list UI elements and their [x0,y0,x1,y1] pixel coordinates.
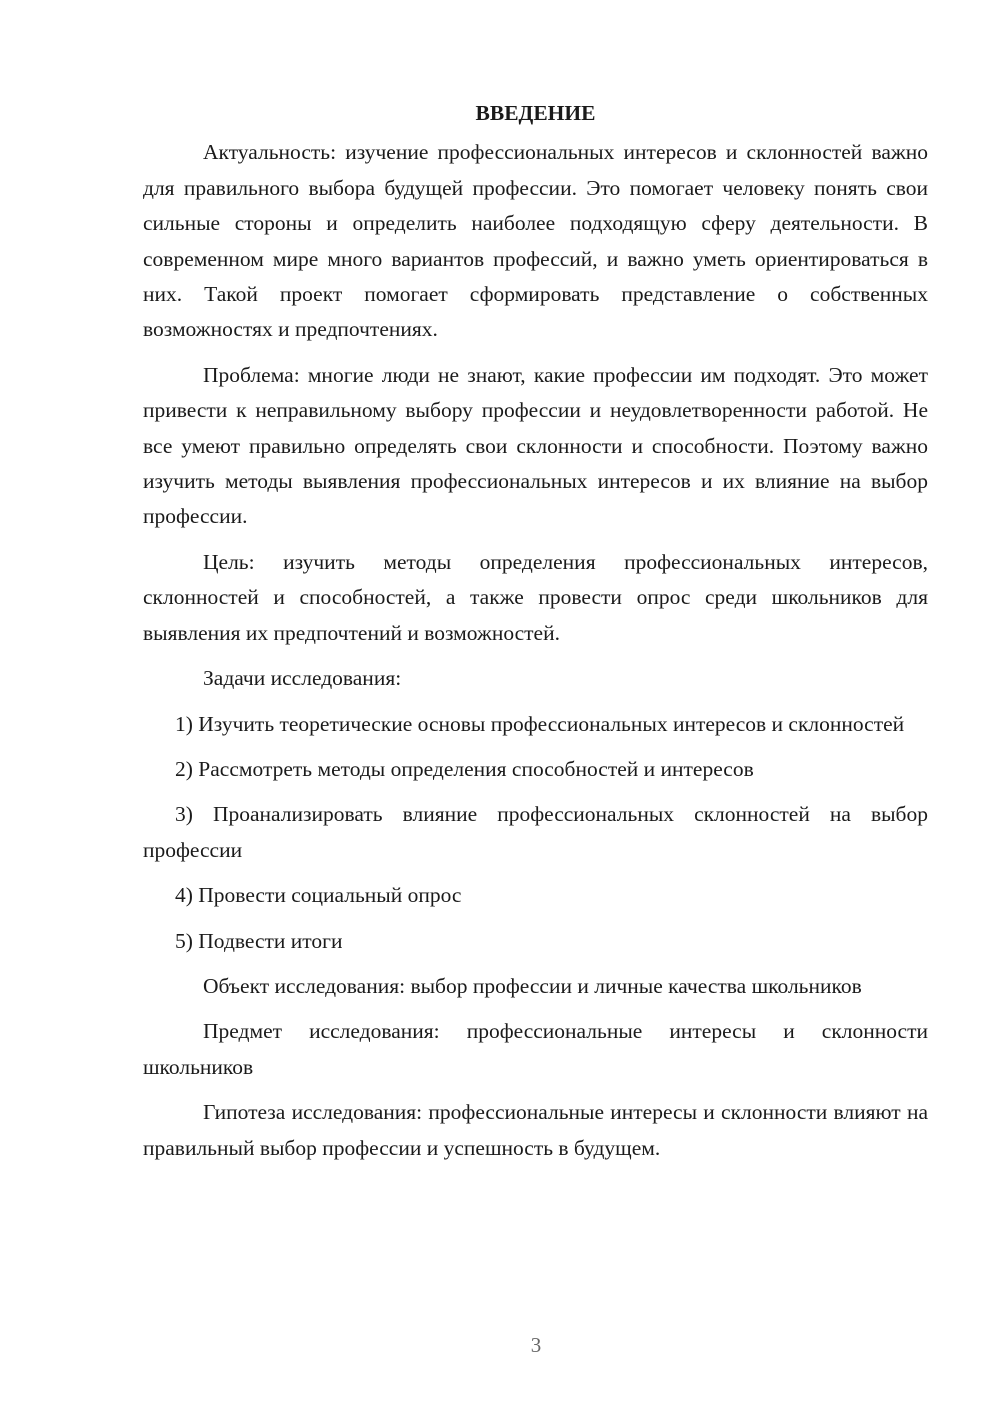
tasks-heading: Задачи исследования: [203,666,402,691]
relevance-paragraph: Актуальность: изучение профессиональных интересов и склонностей важно для правильного выбора будущей профессии. Это помогает человеку понять свои сильные стороны и определить наиболее подходящую сферу деятельности. В современном мире много вариантов профессий, и важно уметь ориентироваться в них. Такой проект помогает сформировать представление о собственных возможностях и предпочтениях. [143,140,928,342]
section-title: ВВЕДЕНИЕ [475,101,596,125]
page-number: 3 [530,1333,542,1357]
hypothesis-paragraph: Гипотеза исследования: профессиональные интересы и склонности влияют на правильный выбор профессии и успешность в будущем. [143,1100,928,1160]
task-item-4: 4) Провести социальный опрос [175,883,462,908]
page-content [143,96,928,1176]
problem-paragraph: Проблема: многие люди не знают, какие профессии им подходят. Это может привести к неправильному выбору профессии и неудовлетворенности работой. Не все умеют правильно определять свои склонности и способности. Поэтому важно изучить методы выявления профессиональных интересов и их влияние на выбор профессии. [143,362,928,529]
goal-paragraph: Цель: изучить методы определения профессиональных интересов, склонностей и способностей, а также провести опрос среди школьников для выявления их предпочтений и возможностей. [143,549,928,645]
subject-paragraph: Предмет исследования: профессиональные интересы и склонности школьников [143,1019,928,1079]
task-item-2: 2) Рассмотреть методы определения способностей и интересов [175,756,754,781]
task-item-3: 3) Проанализировать влияние профессиональных склонностей на выбор профессии [143,802,928,862]
task-item-1: 1) Изучить теоретические основы профессиональных интересов и склонностей [175,711,905,736]
task-item-5: 5) Подвести итоги [175,928,343,953]
object-paragraph: Объект исследования: выбор профессии и личные качества школьников [203,973,862,998]
